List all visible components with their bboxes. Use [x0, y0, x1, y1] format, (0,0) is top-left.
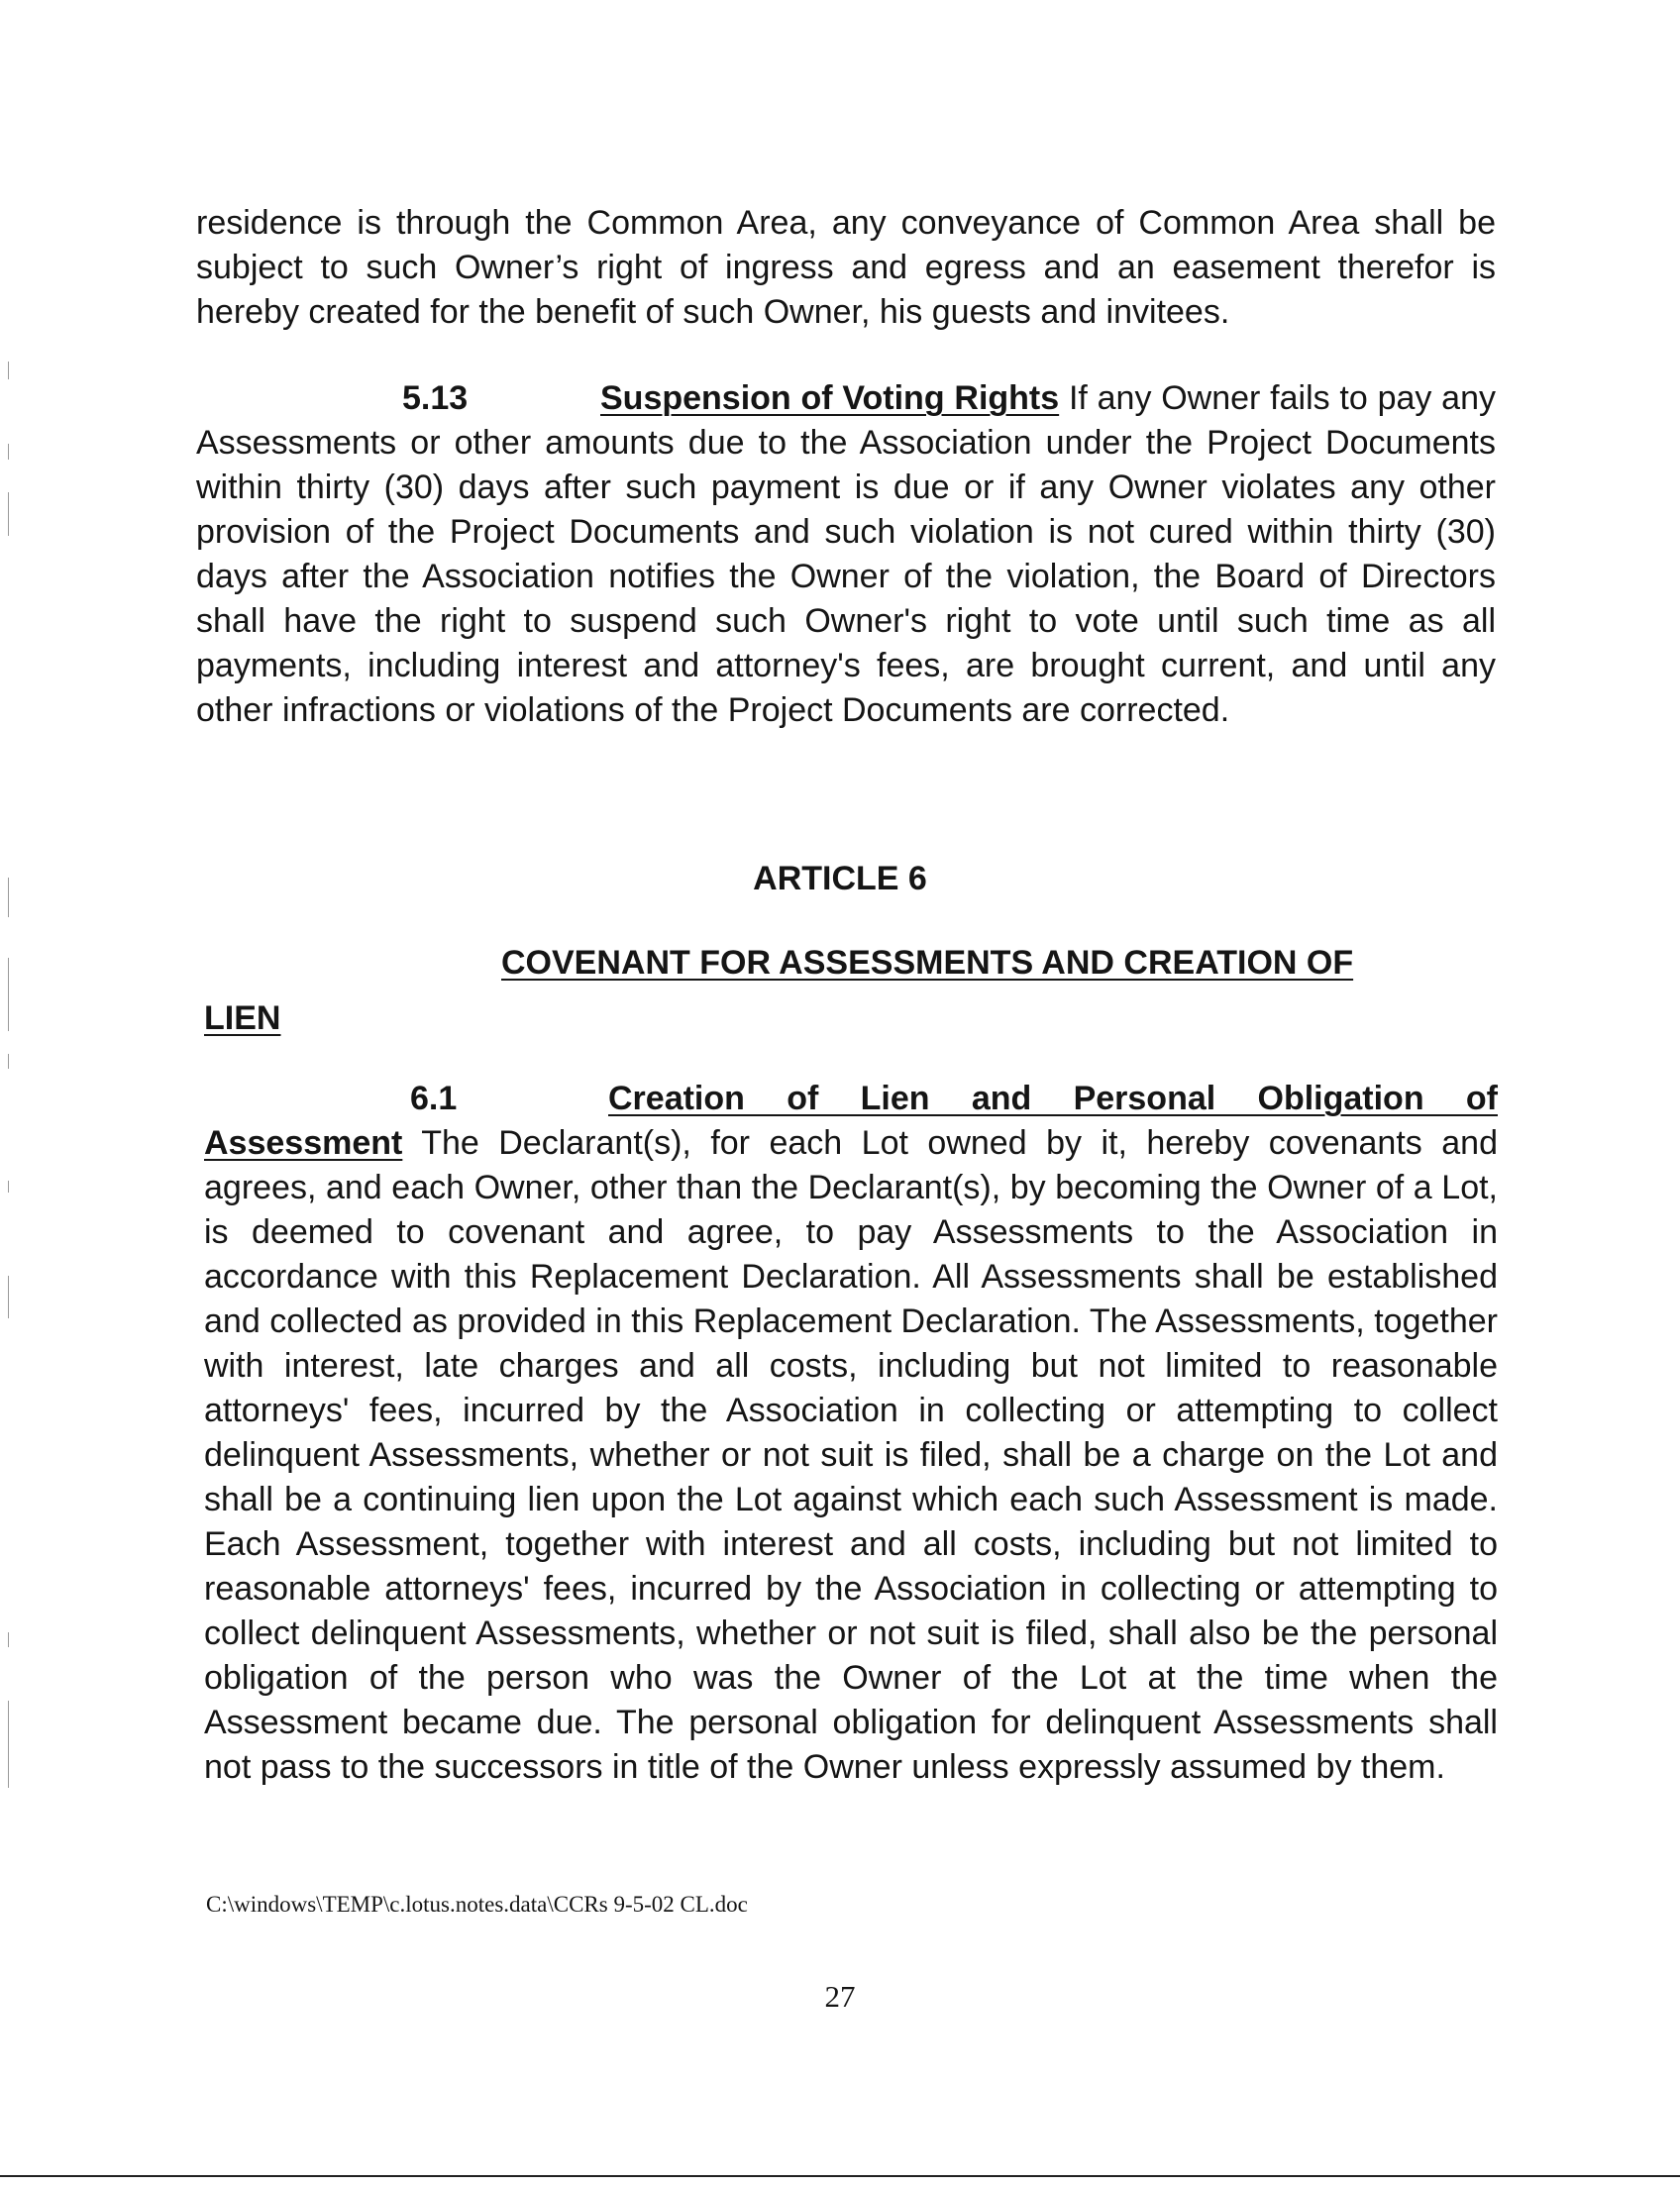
bottom-edge-rule	[0, 2175, 1680, 2177]
article-heading-continuation: LIEN	[204, 999, 281, 1037]
scan-margin-mark	[8, 1632, 9, 1647]
section-6-1	[204, 1077, 1498, 1790]
scan-margin-mark	[8, 444, 9, 460]
section-heading: Creation of Lien and Personal Obligation of Assessment	[204, 1080, 1498, 1162]
scan-margin-mark	[8, 1701, 9, 1788]
scan-margin-mark	[8, 492, 9, 536]
section-body: If any Owner fails to pay any Assessments or other amounts due to the Association under the Project Documents within thirty (30) days after such payment is due or if any Owner violates any other provision of the Project Documents and such violation is not cured within thirty (30) days after the Association notifies the Owner of the violation, the Board of Directors shall have the right to suspend such Owner's right to vote until such time as all payments, including interest and attorney's fees, are brought current, and until any other infractions or violations of the Project Documents are corrected.	[196, 379, 1496, 729]
article-heading: COVENANT FOR ASSESSMENTS AND CREATION OF	[501, 944, 1354, 982]
section-5-13	[196, 376, 1496, 733]
opening-paragraph	[196, 201, 1496, 335]
section-number: 6.1	[410, 1080, 458, 1117]
article-title: ARTICLE 6	[753, 860, 927, 897]
scan-margin-mark	[8, 1276, 9, 1318]
scan-margin-mark	[8, 1054, 9, 1069]
scan-margin-mark	[8, 878, 9, 917]
section-body: The Declarant(s), for each Lot owned by it, hereby covenants and agrees, and each Owner, other than the Declarant(s), by becoming the Owner of a Lot, is deemed to covenant and agree, to pay Assessments to the Association in accordance with this Replacement Declaration. All Assessments shall be established and collected as provided in this Replacement Declaration. The Assessments, together with interest, late charges and all costs, including but not limited to reasonable attorneys' fees, incurred by the Association in collecting or attempting to collect delinquent Assessments, whether or not suit is filed, shall be a charge on the Lot and shall be a continuing lien upon the Lot against which each such Assessment is made. Each Assessment, together with interest and all costs, including but not limited to reasonable attorneys' fees, incurred by the Association in collecting or attempting to collect delinquent Assessments, whether or not suit is filed, shall also be the personal obligation of the person who was the Owner of the Lot at the time when the Assessment became due. The personal obligation for delinquent Assessments shall not pass to the successors in title of the Owner unless expressly assumed by them.	[204, 1124, 1498, 1786]
footer-file-path: C:\windows\TEMP\c.lotus.notes.data\CCRs 9-5-02 CL.doc	[206, 1892, 748, 1917]
section-number: 5.13	[402, 379, 469, 417]
scan-margin-mark	[8, 362, 9, 379]
page-number: 27	[824, 1979, 856, 2014]
opening-paragraph-text: residence is through the Common Area, any conveyance of Common Area shall be subject to such Owner’s right of ingress and egress and an easement therefor is hereby created for the benefit of such Owner, his guests and invitees.	[196, 204, 1496, 331]
section-heading: Suspension of Voting Rights	[600, 379, 1060, 417]
scan-margin-mark	[8, 1181, 9, 1193]
scan-margin-mark	[8, 958, 9, 1031]
